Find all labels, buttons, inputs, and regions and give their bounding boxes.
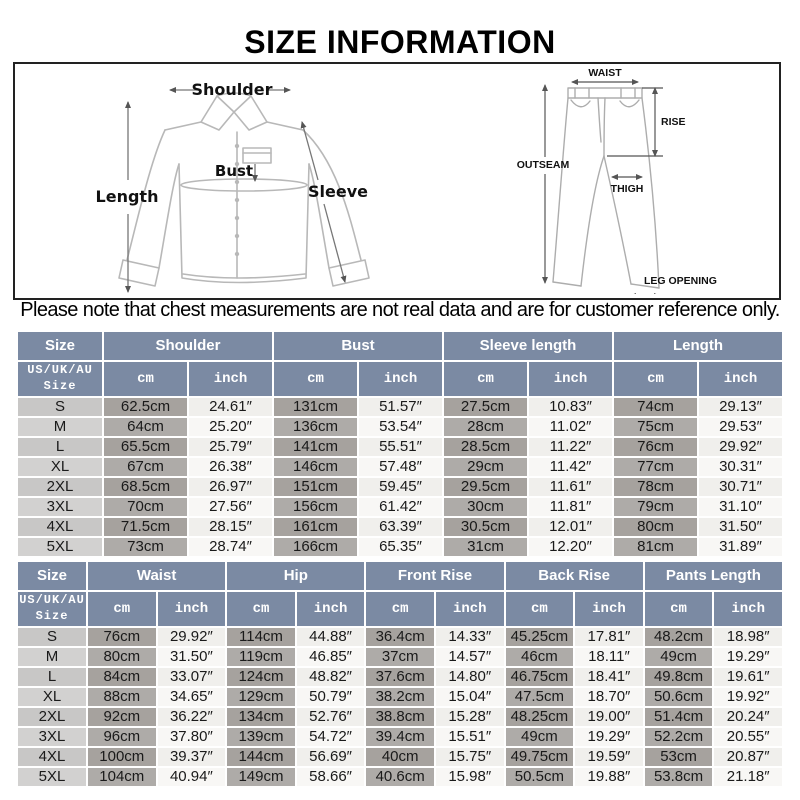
- shirt-shoulder-label: Shoulder: [191, 80, 273, 99]
- table-row: [18, 518, 782, 536]
- cm-header: cm: [614, 362, 697, 396]
- cm-value-cell: 45.25cm: [506, 628, 574, 646]
- cm-value-cell: 37.6cm: [366, 668, 434, 686]
- size-cell: S: [18, 398, 102, 416]
- cm-value-cell: 80cm: [614, 518, 697, 536]
- inch-value-cell: 57.48″: [359, 458, 442, 476]
- inch-header: inch: [436, 592, 504, 626]
- cm-value-cell: 161cm: [274, 518, 357, 536]
- inch-header: inch: [359, 362, 442, 396]
- cm-value-cell: 36.4cm: [366, 628, 434, 646]
- size-cell: 3XL: [18, 728, 86, 746]
- inch-header: inch: [529, 362, 612, 396]
- cm-value-cell: 71.5cm: [104, 518, 187, 536]
- inch-value-cell: 15.75″: [436, 748, 504, 766]
- cm-header: cm: [88, 592, 156, 626]
- cm-value-cell: 77cm: [614, 458, 697, 476]
- inch-value-cell: 19.88″: [575, 768, 643, 786]
- inch-value-cell: 14.33″: [436, 628, 504, 646]
- inch-value-cell: 20.55″: [714, 728, 782, 746]
- cm-header: cm: [506, 592, 574, 626]
- inch-value-cell: 46.85″: [297, 648, 365, 666]
- page-title: SIZE INFORMATION: [244, 24, 556, 60]
- inch-value-cell: 11.42″: [529, 458, 612, 476]
- shirt-size-table: [16, 330, 784, 558]
- cm-value-cell: 49cm: [506, 728, 574, 746]
- pants-rise-label: RISE: [661, 116, 686, 128]
- inch-value-cell: 15.51″: [436, 728, 504, 746]
- inch-value-cell: 37.80″: [158, 728, 226, 746]
- size-subheader: [18, 362, 102, 396]
- cm-value-cell: 62.5cm: [104, 398, 187, 416]
- group-header: Front Rise: [366, 562, 503, 590]
- size-cell: M: [18, 418, 102, 436]
- inch-value-cell: 56.69″: [297, 748, 365, 766]
- inch-value-cell: 11.61″: [529, 478, 612, 496]
- table-row: [18, 748, 782, 766]
- inch-value-cell: 18.41″: [575, 668, 643, 686]
- cm-header: cm: [227, 592, 295, 626]
- cm-value-cell: 136cm: [274, 418, 357, 436]
- inch-value-cell: 31.50″: [699, 518, 782, 536]
- table-row: [18, 628, 782, 646]
- size-cell: 3XL: [18, 498, 102, 516]
- cm-value-cell: 70cm: [104, 498, 187, 516]
- size-cell: XL: [18, 458, 102, 476]
- inch-value-cell: 18.98″: [714, 628, 782, 646]
- pants-leg-opening-label: LEG OPENING: [644, 275, 717, 287]
- cm-value-cell: 67cm: [104, 458, 187, 476]
- cm-value-cell: 64cm: [104, 418, 187, 436]
- cm-value-cell: 48.25cm: [506, 708, 574, 726]
- cm-value-cell: 30cm: [444, 498, 527, 516]
- size-subheader: [18, 592, 86, 626]
- cm-value-cell: 141cm: [274, 438, 357, 456]
- pants-thigh-label: THIGH: [610, 183, 644, 195]
- inch-value-cell: 26.38″: [189, 458, 272, 476]
- cm-value-cell: 49.8cm: [645, 668, 713, 686]
- inch-value-cell: 19.00″: [575, 708, 643, 726]
- inch-value-cell: 19.29″: [575, 728, 643, 746]
- shirt-bust-label: Bust: [214, 162, 254, 180]
- cm-value-cell: 149cm: [227, 768, 295, 786]
- table-row: [18, 688, 782, 706]
- inch-value-cell: 29.92″: [699, 438, 782, 456]
- cm-value-cell: 124cm: [227, 668, 295, 686]
- inch-value-cell: 34.65″: [158, 688, 226, 706]
- inch-header: inch: [297, 592, 365, 626]
- inch-value-cell: 19.59″: [575, 748, 643, 766]
- size-subheader-line: Size: [43, 379, 77, 393]
- inch-value-cell: 26.97″: [189, 478, 272, 496]
- cm-value-cell: 74cm: [614, 398, 697, 416]
- table-row: [18, 478, 782, 496]
- inch-value-cell: 39.37″: [158, 748, 226, 766]
- group-header: Waist: [88, 562, 225, 590]
- inch-value-cell: 51.57″: [359, 398, 442, 416]
- inch-value-cell: 59.45″: [359, 478, 442, 496]
- cm-header: cm: [366, 592, 434, 626]
- inch-value-cell: 28.15″: [189, 518, 272, 536]
- size-column-header: Size: [18, 562, 86, 590]
- shirt-sleeve-label: Sleeve: [308, 182, 368, 201]
- cm-value-cell: 92cm: [88, 708, 156, 726]
- inch-header: inch: [189, 362, 272, 396]
- cm-value-cell: 46cm: [506, 648, 574, 666]
- inch-value-cell: 54.72″: [297, 728, 365, 746]
- cm-value-cell: 51.4cm: [645, 708, 713, 726]
- inch-value-cell: 11.81″: [529, 498, 612, 516]
- cm-value-cell: 76cm: [614, 438, 697, 456]
- inch-value-cell: 25.79″: [189, 438, 272, 456]
- inch-value-cell: 31.50″: [158, 648, 226, 666]
- pants-diagram: [517, 67, 717, 294]
- cm-value-cell: 131cm: [274, 398, 357, 416]
- inch-value-cell: 58.66″: [297, 768, 365, 786]
- cm-value-cell: 52.2cm: [645, 728, 713, 746]
- inch-value-cell: 29.13″: [699, 398, 782, 416]
- inch-value-cell: 31.89″: [699, 538, 782, 556]
- pants-size-table: [16, 560, 784, 788]
- cm-value-cell: 29.5cm: [444, 478, 527, 496]
- cm-value-cell: 139cm: [227, 728, 295, 746]
- cm-value-cell: 28cm: [444, 418, 527, 436]
- cm-value-cell: 146cm: [274, 458, 357, 476]
- inch-value-cell: 36.22″: [158, 708, 226, 726]
- size-cell: 4XL: [18, 518, 102, 536]
- cm-value-cell: 166cm: [274, 538, 357, 556]
- cm-value-cell: 28.5cm: [444, 438, 527, 456]
- reference-note: Please note that chest measurements are not real data and are for customer reference only.: [20, 299, 780, 321]
- cm-value-cell: 96cm: [88, 728, 156, 746]
- inch-value-cell: 65.35″: [359, 538, 442, 556]
- inch-value-cell: 10.83″: [529, 398, 612, 416]
- cm-value-cell: 68.5cm: [104, 478, 187, 496]
- inch-value-cell: 52.76″: [297, 708, 365, 726]
- cm-value-cell: 84cm: [88, 668, 156, 686]
- pants-outseam-label: OUTSEAM: [516, 159, 570, 171]
- cm-value-cell: 129cm: [227, 688, 295, 706]
- table-row: [18, 498, 782, 516]
- cm-value-cell: 144cm: [227, 748, 295, 766]
- cm-value-cell: 46.75cm: [506, 668, 574, 686]
- cm-value-cell: 104cm: [88, 768, 156, 786]
- cm-value-cell: 80cm: [88, 648, 156, 666]
- pocket-outline: [243, 148, 271, 163]
- inch-value-cell: 11.02″: [529, 418, 612, 436]
- size-subheader-line: US/UK/AU: [27, 363, 93, 378]
- cm-header: cm: [104, 362, 187, 396]
- cm-value-cell: 40cm: [366, 748, 434, 766]
- inch-value-cell: 19.61″: [714, 668, 782, 686]
- cm-header: cm: [645, 592, 713, 626]
- inch-value-cell: 19.92″: [714, 688, 782, 706]
- inch-value-cell: 15.04″: [436, 688, 504, 706]
- group-header: Bust: [274, 332, 442, 360]
- group-header: Sleeve length: [444, 332, 612, 360]
- table-row: [18, 418, 782, 436]
- size-cell: 5XL: [18, 768, 86, 786]
- inch-value-cell: 30.31″: [699, 458, 782, 476]
- cm-value-cell: 50.5cm: [506, 768, 574, 786]
- inch-value-cell: 55.51″: [359, 438, 442, 456]
- bust-line: [181, 179, 307, 191]
- group-header: Shoulder: [104, 332, 272, 360]
- inch-value-cell: 20.24″: [714, 708, 782, 726]
- cm-value-cell: 100cm: [88, 748, 156, 766]
- inch-value-cell: 20.87″: [714, 748, 782, 766]
- cm-value-cell: 114cm: [227, 628, 295, 646]
- size-cell: S: [18, 628, 86, 646]
- inch-value-cell: 29.53″: [699, 418, 782, 436]
- cm-header: cm: [444, 362, 527, 396]
- table-row: [18, 398, 782, 416]
- cm-value-cell: 39.4cm: [366, 728, 434, 746]
- cm-value-cell: 37cm: [366, 648, 434, 666]
- table-row: [18, 538, 782, 556]
- inch-value-cell: 28.74″: [189, 538, 272, 556]
- cm-value-cell: 48.2cm: [645, 628, 713, 646]
- inch-value-cell: 12.20″: [529, 538, 612, 556]
- size-cell: 2XL: [18, 478, 102, 496]
- size-cell: 4XL: [18, 748, 86, 766]
- cm-value-cell: 81cm: [614, 538, 697, 556]
- size-column-header: Size: [18, 332, 102, 360]
- inch-value-cell: 30.71″: [699, 478, 782, 496]
- cm-value-cell: 49.75cm: [506, 748, 574, 766]
- inch-value-cell: 21.18″: [714, 768, 782, 786]
- size-cell: L: [18, 438, 102, 456]
- inch-value-cell: 50.79″: [297, 688, 365, 706]
- table-row: [18, 648, 782, 666]
- group-header: Pants Length: [645, 562, 782, 590]
- cm-value-cell: 88cm: [88, 688, 156, 706]
- group-header: Length: [614, 332, 782, 360]
- size-cell: L: [18, 668, 86, 686]
- cm-value-cell: 38.2cm: [366, 688, 434, 706]
- inch-value-cell: 44.88″: [297, 628, 365, 646]
- inch-value-cell: 29.92″: [158, 628, 226, 646]
- measurement-diagram: [15, 64, 775, 294]
- cm-value-cell: 47.5cm: [506, 688, 574, 706]
- inch-value-cell: 11.22″: [529, 438, 612, 456]
- group-header: Back Rise: [506, 562, 643, 590]
- inch-value-cell: 40.94″: [158, 768, 226, 786]
- shirt-length-label: Length: [95, 187, 159, 206]
- pants-waist-label: WAIST: [588, 67, 622, 79]
- inch-value-cell: 27.56″: [189, 498, 272, 516]
- cm-value-cell: 119cm: [227, 648, 295, 666]
- inch-value-cell: 61.42″: [359, 498, 442, 516]
- table-row: [18, 728, 782, 746]
- inch-value-cell: 14.57″: [436, 648, 504, 666]
- table-row: [18, 708, 782, 726]
- inch-header: inch: [575, 592, 643, 626]
- cm-value-cell: 31cm: [444, 538, 527, 556]
- cm-value-cell: 75cm: [614, 418, 697, 436]
- cm-value-cell: 30.5cm: [444, 518, 527, 536]
- cm-value-cell: 78cm: [614, 478, 697, 496]
- table-row: [18, 438, 782, 456]
- cm-value-cell: 134cm: [227, 708, 295, 726]
- cm-value-cell: 29cm: [444, 458, 527, 476]
- inch-value-cell: 19.29″: [714, 648, 782, 666]
- inch-value-cell: 25.20″: [189, 418, 272, 436]
- inch-header: inch: [699, 362, 782, 396]
- inch-value-cell: 17.81″: [575, 628, 643, 646]
- inch-header: inch: [714, 592, 782, 626]
- inch-value-cell: 31.10″: [699, 498, 782, 516]
- cm-value-cell: 38.8cm: [366, 708, 434, 726]
- cm-value-cell: 156cm: [274, 498, 357, 516]
- inch-value-cell: 63.39″: [359, 518, 442, 536]
- cm-value-cell: 53.8cm: [645, 768, 713, 786]
- cm-value-cell: 40.6cm: [366, 768, 434, 786]
- inch-value-cell: 24.61″: [189, 398, 272, 416]
- cm-value-cell: 27.5cm: [444, 398, 527, 416]
- inch-value-cell: 18.11″: [575, 648, 643, 666]
- table-row: [18, 668, 782, 686]
- cm-value-cell: 151cm: [274, 478, 357, 496]
- cm-value-cell: 53cm: [645, 748, 713, 766]
- inch-header: inch: [158, 592, 226, 626]
- size-cell: M: [18, 648, 86, 666]
- size-cell: 5XL: [18, 538, 102, 556]
- group-header: Hip: [227, 562, 364, 590]
- table-row: [18, 768, 782, 786]
- cm-value-cell: 49cm: [645, 648, 713, 666]
- inch-value-cell: 53.54″: [359, 418, 442, 436]
- cm-header: cm: [274, 362, 357, 396]
- cm-value-cell: 73cm: [104, 538, 187, 556]
- size-cell: 2XL: [18, 708, 86, 726]
- cm-value-cell: 79cm: [614, 498, 697, 516]
- size-subheader-line: Size: [35, 609, 69, 623]
- cm-value-cell: 76cm: [88, 628, 156, 646]
- cm-value-cell: 50.6cm: [645, 688, 713, 706]
- inch-value-cell: 48.82″: [297, 668, 365, 686]
- inch-value-cell: 18.70″: [575, 688, 643, 706]
- size-subheader-line: US/UK/AU: [19, 593, 85, 608]
- inch-value-cell: 15.28″: [436, 708, 504, 726]
- table-row: [18, 458, 782, 476]
- inch-value-cell: 14.80″: [436, 668, 504, 686]
- inch-value-cell: 15.98″: [436, 768, 504, 786]
- size-cell: XL: [18, 688, 86, 706]
- measurement-diagram-box: [13, 62, 781, 300]
- inch-value-cell: 12.01″: [529, 518, 612, 536]
- shirt-diagram: [96, 80, 369, 292]
- inch-value-cell: 33.07″: [158, 668, 226, 686]
- cm-value-cell: 65.5cm: [104, 438, 187, 456]
